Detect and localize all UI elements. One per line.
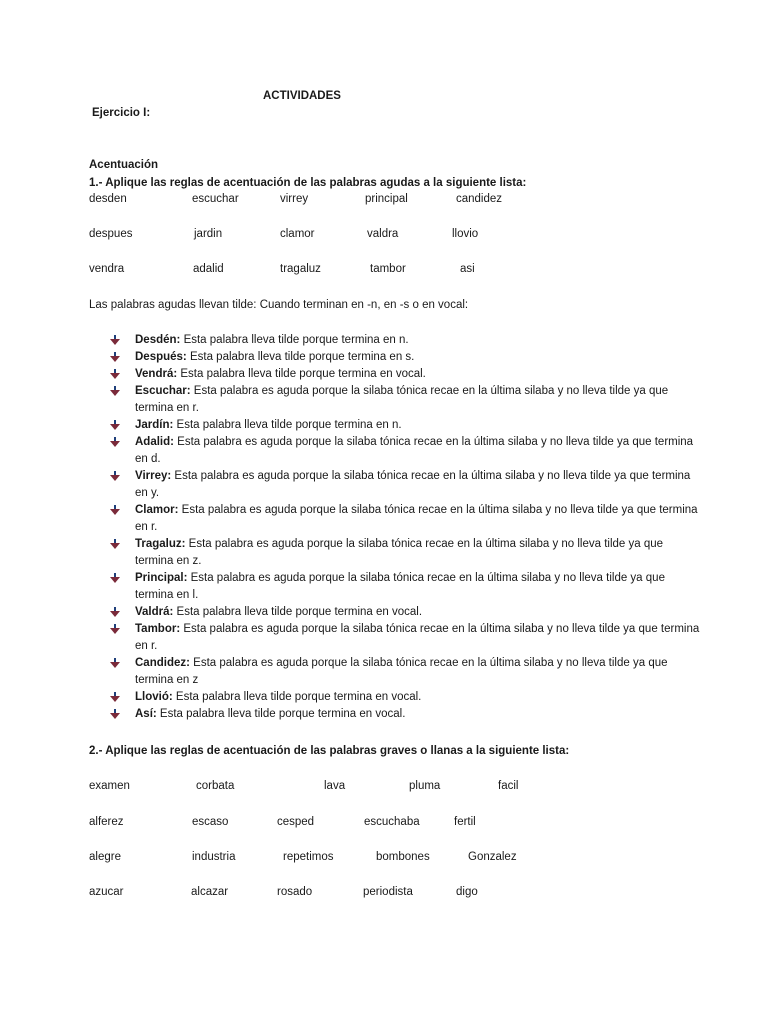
arrow-bullet-icon [110, 709, 120, 720]
list2-word: alcazar [191, 886, 229, 898]
list-item [110, 366, 700, 383]
term: Tambor: [135, 623, 181, 635]
list2-word: facil [498, 780, 519, 792]
list-item [110, 502, 700, 536]
rule-text: Las palabras agudas llevan tilde: Cuando terminan en -n, en -s o en vocal: [89, 299, 469, 311]
list2-word: rosado [277, 886, 313, 898]
list1-word: clamor [280, 228, 315, 240]
term: Así: [135, 708, 157, 720]
explanation: Esta palabra es aguda porque la silaba tónica recae en la última silaba y no lleva tilde ya que termina en l. [135, 572, 665, 601]
list2-word: escaso [192, 816, 229, 828]
list-item [110, 332, 700, 349]
arrow-bullet-icon [110, 658, 120, 669]
list-item [110, 604, 700, 621]
term: Jardín: [135, 419, 174, 431]
explanation: Esta palabra lleva tilde porque termina en vocal. [156, 708, 406, 720]
arrow-bullet-icon [110, 386, 120, 397]
explanation: Esta palabra lleva tilde porque termina en n. [180, 334, 409, 346]
section-heading: Acentuación [89, 159, 159, 171]
term: Tragaluz: [135, 538, 186, 550]
term: Vendrá: [135, 368, 178, 380]
term: Después: [135, 351, 187, 363]
explanation: Esta palabra lleva tilde porque termina en vocal. [173, 606, 423, 618]
question-2: 2.- Aplique las reglas de acentuación de las palabras graves o llanas a la siguiente lista: [89, 745, 570, 757]
list2-word: digo [456, 886, 478, 898]
list-item [110, 434, 700, 468]
arrow-bullet-icon [110, 573, 120, 584]
explanation: Esta palabra es aguda porque la silaba tónica recae en la última silaba y no lleva tilde ya que termina en r. [135, 385, 669, 414]
explanation: Esta palabra lleva tilde porque termina en n. [173, 419, 402, 431]
explanation: Esta palabra es aguda porque la silaba tónica recae en la última silaba y no lleva tilde ya que termina en d. [135, 436, 694, 465]
list1-word: desden [89, 193, 127, 205]
arrow-bullet-icon [110, 607, 120, 618]
list-item [110, 468, 700, 502]
term: Llovió: [135, 691, 173, 703]
arrow-bullet-icon [110, 369, 120, 380]
list2-word: periodista [363, 886, 413, 898]
term: Principal: [135, 572, 188, 584]
explanation: Esta palabra es aguda porque la silaba tónica recae en la última silaba y no lleva tilde ya que termina en r. [135, 623, 700, 652]
question-1: 1.- Aplique las reglas de acentuación de las palabras agudas a la siguiente lista: [89, 177, 527, 189]
exercise-heading: Ejercicio I: [92, 107, 151, 119]
explanation: Esta palabra es aguda porque la silaba tónica recae en la última silaba y no lleva tilde ya que termina en z. [135, 538, 664, 567]
list2-word: corbata [196, 780, 235, 792]
list2-word: azucar [89, 886, 124, 898]
arrow-bullet-icon [110, 420, 120, 431]
list1-word: despues [89, 228, 133, 240]
arrow-bullet-icon [110, 437, 120, 448]
list1-word: valdra [367, 228, 399, 240]
list2-word: repetimos [283, 851, 334, 863]
arrow-bullet-icon [110, 539, 120, 550]
list2-word: Gonzalez [468, 851, 517, 863]
term: Valdrá: [135, 606, 174, 618]
list2-word: examen [89, 780, 130, 792]
list1-word: tragaluz [280, 263, 321, 275]
explanation-list [110, 332, 700, 723]
list1-word: escuchar [192, 193, 239, 205]
list2-word: fertil [454, 816, 476, 828]
list-item [110, 655, 700, 689]
explanation: Esta palabra es aguda porque la silaba tónica recae en la última silaba y no lleva tilde ya que termina en r. [135, 504, 698, 533]
explanation: Esta palabra lleva tilde porque termina en vocal. [172, 691, 422, 703]
term: Adalid: [135, 436, 174, 448]
page-title: ACTIVIDADES [263, 90, 341, 102]
list1-word: vendra [89, 263, 125, 275]
list-item [110, 570, 700, 604]
term: Clamor: [135, 504, 179, 516]
explanation: Esta palabra lleva tilde porque termina en vocal. [177, 368, 426, 380]
explanation: Esta palabra es aguda porque la silaba tónica recae en la última silaba y no lleva tilde ya que termina en z [135, 657, 668, 686]
list2-word: bombones [376, 851, 430, 863]
arrow-bullet-icon [110, 505, 120, 516]
list2-word: pluma [409, 780, 441, 792]
list2-word: alferez [89, 816, 124, 828]
list-item [110, 536, 700, 570]
list1-word: candidez [456, 193, 503, 205]
list-item [110, 417, 700, 434]
list1-word: jardin [194, 228, 223, 240]
list1-word: asi [460, 263, 475, 275]
arrow-bullet-icon [110, 335, 120, 346]
arrow-bullet-icon [110, 624, 120, 635]
list-item [110, 383, 700, 417]
list2-word: industria [192, 851, 236, 863]
explanation: Esta palabra es aguda porque la silaba tónica recae en la última silaba y no lleva tilde ya que termina en y. [135, 470, 691, 499]
list-item [110, 689, 700, 706]
list1-word: llovio [452, 228, 479, 240]
term: Escuchar: [135, 385, 191, 397]
list2-word: escuchaba [364, 816, 420, 828]
explanation: Esta palabra lleva tilde porque termina en s. [186, 351, 415, 363]
list2-word: alegre [89, 851, 121, 863]
list-item [110, 349, 700, 366]
list1-word: virrey [280, 193, 309, 205]
term: Candidez: [135, 657, 190, 669]
list1-word: tambor [370, 263, 406, 275]
list1-word: adalid [193, 263, 224, 275]
arrow-bullet-icon [110, 692, 120, 703]
term: Desdén: [135, 334, 181, 346]
list-item [110, 621, 700, 655]
term: Virrey: [135, 470, 172, 482]
list1-word: principal [365, 193, 408, 205]
list-item [110, 706, 700, 723]
list2-word: lava [324, 780, 346, 792]
arrow-bullet-icon [110, 471, 120, 482]
arrow-bullet-icon [110, 352, 120, 363]
list2-word: cesped [277, 816, 315, 828]
